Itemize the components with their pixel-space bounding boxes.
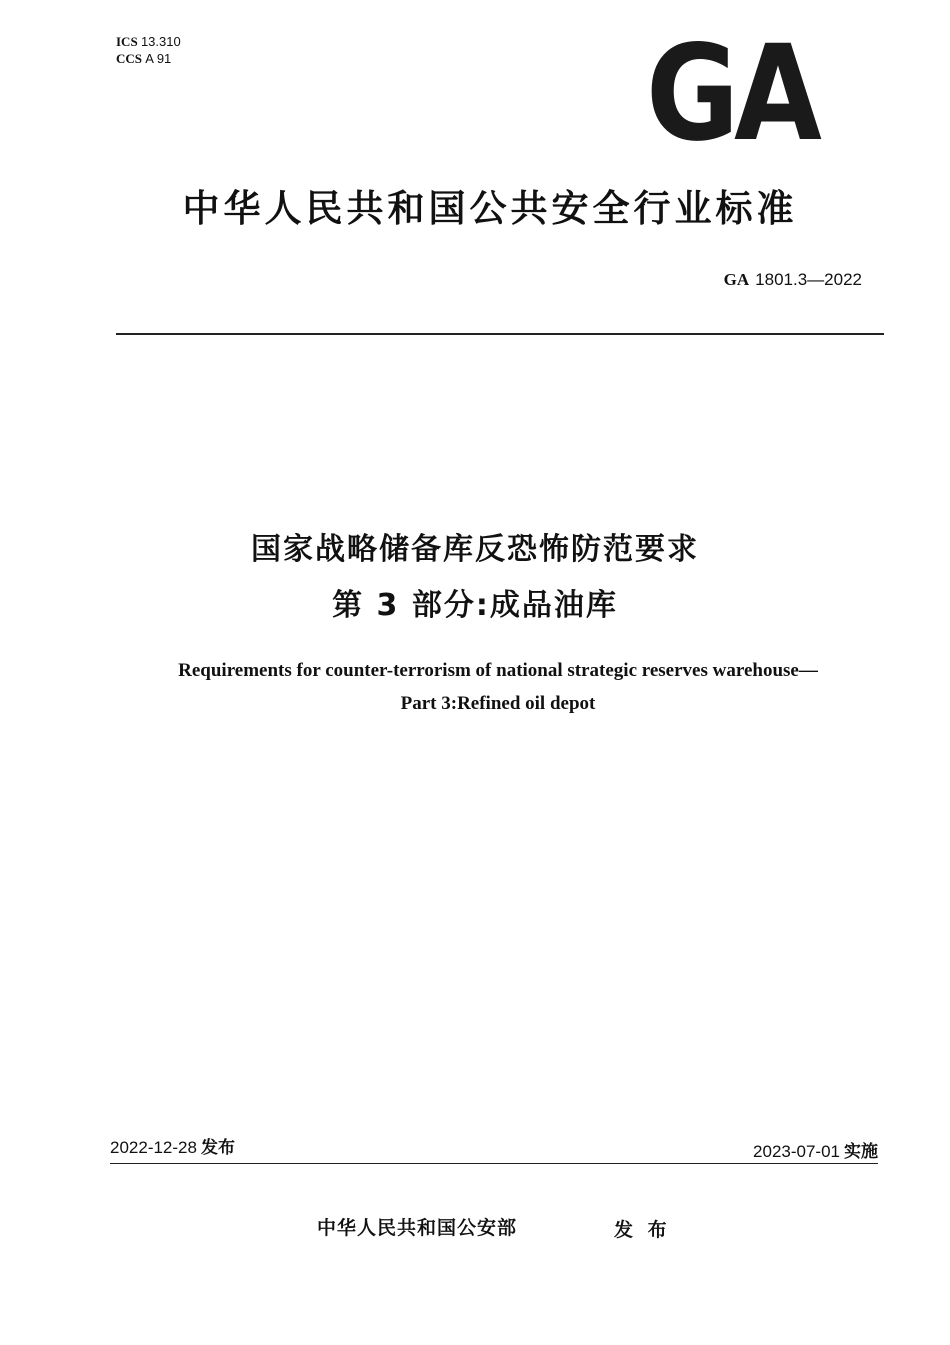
- ccs-value: A 91: [145, 51, 172, 66]
- chinese-title-line-2: 第 3 部分:成品油库: [332, 588, 618, 623]
- ccs-classification: [116, 51, 171, 67]
- chinese-title-line-1: 国家战略储备库反恐怖防范要求: [251, 532, 699, 567]
- header-divider: [116, 333, 884, 335]
- english-title-line-1: Requirements for counter-terrorism of national strategic reserves warehouse—: [178, 660, 818, 681]
- standard-number: [724, 270, 862, 290]
- issue-date-value: 2022-12-28: [110, 1138, 197, 1157]
- standard-number-value: 1801.3—2022: [755, 270, 862, 289]
- implementation-date: [753, 1137, 878, 1162]
- implementation-date-label: 实施: [844, 1142, 878, 1162]
- standard-type-title: 中华人民共和国公共安全行业标准: [182, 187, 798, 230]
- english-title-line-2: Part 3:Refined oil depot: [400, 693, 596, 714]
- implementation-date-value: 2023-07-01: [753, 1142, 840, 1161]
- publisher-name: 中华人民共和国公安部: [317, 1217, 518, 1239]
- ics-label: ICS: [116, 34, 138, 49]
- issue-date-label: 发布: [200, 1138, 235, 1158]
- ics-value: 13.310: [140, 34, 181, 49]
- issue-date: [110, 1133, 235, 1158]
- publish-label: 发 布: [614, 1219, 667, 1241]
- ics-classification: [116, 34, 181, 50]
- standard-number-prefix: GA: [723, 270, 750, 289]
- ga-logo: GA: [646, 17, 817, 171]
- footer-divider: [110, 1163, 878, 1164]
- ccs-label: CCS: [116, 51, 143, 66]
